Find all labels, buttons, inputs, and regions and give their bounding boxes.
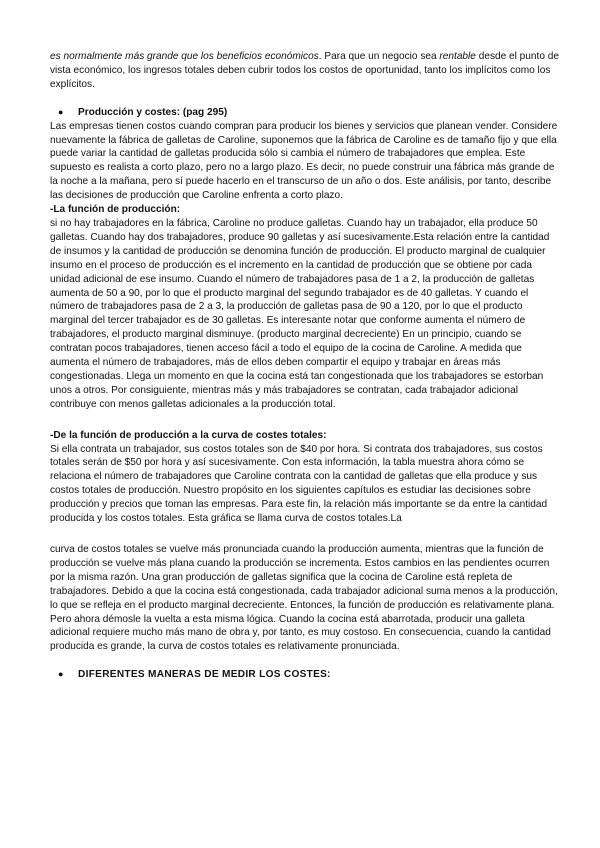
diferentes-heading bbox=[58, 668, 560, 682]
funcion-paragraph: si no hay trabajadores en la fábrica, Caroline no produce galletas. Cuando hay un trabajador, ella produce 50 galletas. Cuando hay dos trabajadores, produce 90 galletas y así sucesivamente.Esta relación entre la cantidad de insumos y la cantidad de producción se denomina función de producción. El producto marginal de cualquier insumo en el proceso de producción es el incremento en la cantidad de producción que se obtiene por cada unidad adicional de ese insumo. Cuando el número de trabajadores pasa de 1 a 2, la producción de galletas aumenta de 50 a 90, por lo que el producto marginal del segundo trabajador es de 40 galletas. Y cuando el número de trabajadores pasa de 2 a 3, la producción de galletas pasa de 90 a 120, por lo que el producto marginal del tercer trabajador es de 30 galletas. Es interesante notar que conforme aumenta el número de trabajadores, el producto marginal disminuye. (producto marginal decreciente) En un principio, cuando se contratan pocos trabajadores, tienen acceso fácil a todo el equipo de la cocina de Caroline. A medida que aumenta el número de trabajadores, más de ellos deben compartir el equipo y trabajar en áreas más congestionadas. Llega un momento en que la cocina está tan congestionada que los trabajadores se estorban unos a otros. Por consiguiente, mientras más y más trabajadores se contratan, cada trabajador adicional contribuye con menos galletas adicionales a la producción total. bbox=[50, 217, 550, 410]
document-body bbox=[50, 50, 560, 682]
curva-heading: -De la función de producción a la curva de costes totales: bbox=[50, 429, 327, 441]
intro-text-2: desde el punto de vista económico, los ingresos totales deben cubrir todos los costos de oportunidad, tanto los implícitos como los explícitos. bbox=[50, 51, 559, 90]
diferentes-heading-text: DIFERENTES MANERAS DE MEDIR LOS COSTES: bbox=[78, 669, 331, 681]
intro-italic-word: rentable bbox=[439, 51, 476, 62]
produccion-heading-text: Producción y costes: (pag 295) bbox=[78, 106, 228, 118]
bullet-icon: ● bbox=[58, 669, 64, 680]
produccion-paragraph: Las empresas tienen costos cuando compran para producir los bienes y servicios que planean vender. Considere nuevamente la fábrica de galletas de Caroline, suponemos que la fábrica de Caroline es de tamaño fijo y que ella puede variar la cantidad de galletas producida sólo si cambia el número de trabajadores que emplea. Este supuesto es realista a corto plazo, pero no a largo plazo. Es decir, no puede construir una fábrica más grande de la noche a la mañana, pero sí puede hacerlo en el transcurso de un año o dos. Este análisis, por tanto, describe las decisiones de producción que Caroline enfrenta a corto plazo. bbox=[50, 120, 558, 202]
curva-paragraph-1: Si ella contrata un trabajador, sus costos totales son de $40 por hora. Si contrata dos trabajadores, sus costos totales serán de $50 por hora y así sucesivamente. Con esta información, la tabla muestra ahora cómo se relaciona el número de trabajadores que Caroline contrata con la cantidad de galletas que ella produce y sus costos totales de producción. Nuestro propósito en los siguientes capítulos es estudiar las decisiones sobre producción y precios que toman las empresas. Para este fin, la relación más importante se da entre la cantidad producida y los costos totales. Esta gráfica se llama curva de costos totales.La bbox=[50, 443, 548, 525]
intro-italic-lead: es normalmente más grande que los beneficios económicos bbox=[50, 51, 319, 62]
intro-paragraph bbox=[50, 50, 560, 92]
produccion-heading bbox=[58, 106, 560, 120]
intro-text-1: . Para que un negocio sea bbox=[318, 51, 440, 62]
funcion-heading: -La función de producción: bbox=[50, 204, 181, 216]
curva-paragraph-2: curva de costos totales se vuelve más pronunciada cuando la producción aumenta, mientras que la función de producción se vuelve más plana cuando la producción se incrementa. Estos cambios en las pendientes ocurren por la misma razón. Una gran producción de galletas significa que la cocina de Caroline está repleta de trabajadores. Debido a que la cocina está congestionada, cada trabajador adicional suma menos a la producción, lo que se refleja en el producto marginal decreciente. Entonces, la función de producción es relativamente plana. Pero ahora démosle la vuelta a esta misma lógica. Cuando la cocina está abarrotada, producir una galleta adicional requiere mucho más mano de obra y, por tanto, es muy costoso. En consecuencia, cuando la cantidad producida es grande, la curva de costos totales es relativamente pronunciada. bbox=[50, 544, 558, 653]
bullet-icon: ● bbox=[58, 106, 64, 117]
